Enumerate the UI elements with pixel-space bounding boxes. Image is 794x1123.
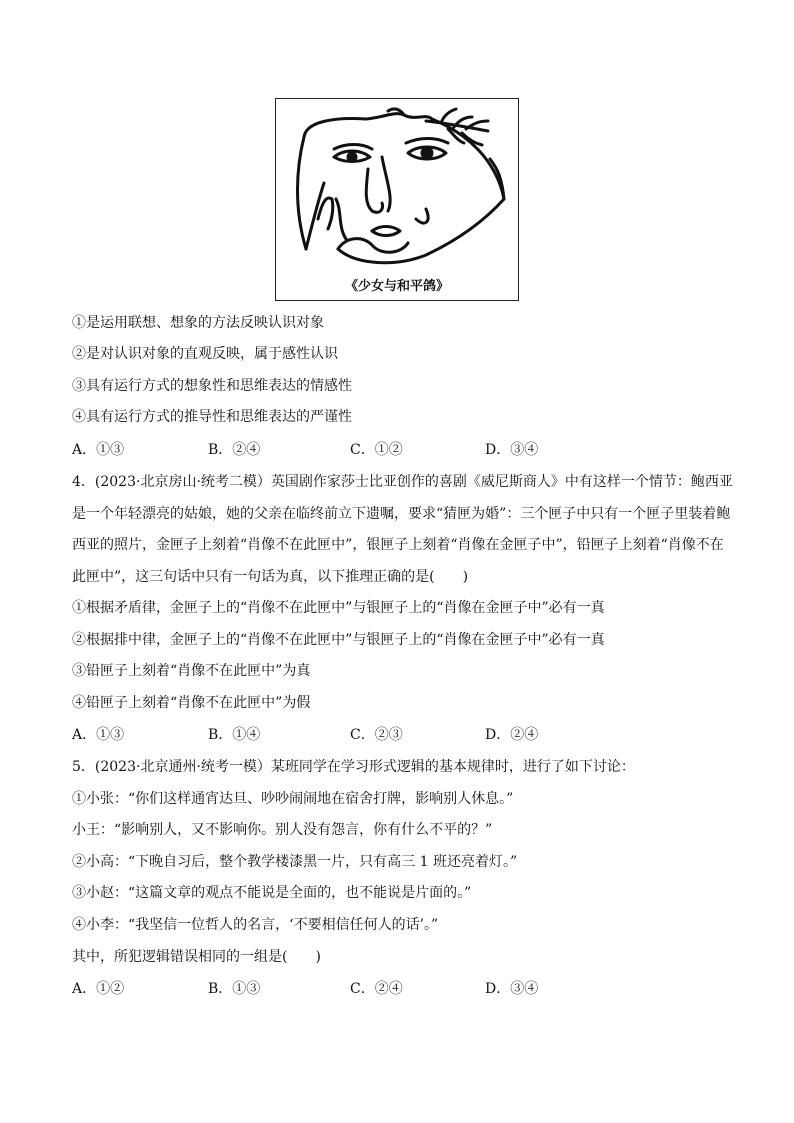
q5-option-d[interactable]: D．③④ (485, 981, 539, 997)
q4-stem-line-2: 是一个年轻漂亮的姑娘，她的父亲在临终前立下遗嘱，要求“猜匣为婚”：三个匣子中只有一个匣子里装着鲍 (72, 506, 731, 522)
line-drawing-face-dove (276, 99, 520, 279)
q4-statement-2: ②根据排中律，金匣子上的“肖像不在此匣中”与银匣子上的“肖像在金匣子中”必有一真 (72, 632, 605, 648)
q3-statement-1: ①是运用联想、想象的方法反映认识对象 (72, 315, 324, 331)
figure-girl-and-dove (275, 98, 519, 301)
q5-option-c[interactable]: C．②④ (350, 981, 403, 997)
q4-stem-line-4: 此匣中”，这三句话中只有一句话为真，以下推理正确的是( ) (72, 569, 469, 585)
q4-stem-line-3: 西亚的照片，金匣子上刻着“肖像不在此匣中”，银匣子上刻着“肖像在金匣子中”，铅匣子上刻着“肖像不在 (72, 537, 724, 553)
q4-stem-line-1: 4．(2023·北京房山·统考二模）英国剧作家莎士比亚创作的喜剧《威尼斯商人》中有这样一个情节：鲍西亚 (72, 474, 733, 490)
q5-statement-4: ③小赵：“这篇文章的观点不能说是全面的，也不能说是片面的。” (72, 885, 472, 901)
q3-statement-2: ②是对认识对象的直观反映，属于感性认识 (72, 346, 338, 362)
q3-statement-3: ③具有运行方式的想象性和思维表达的情感性 (72, 378, 352, 394)
q3-option-b[interactable]: B．②④ (208, 442, 261, 458)
q5-statement-1: ①小张：“你们这样通宵达旦、吵吵闹闹地在宿舍打牌，影响别人休息。” (72, 791, 514, 807)
q3-statement-4: ④具有运行方式的推导性和思维表达的严谨性 (72, 409, 352, 425)
q3-option-c[interactable]: C．①② (350, 442, 403, 458)
q5-statement-5: ④小李：“我坚信一位哲人的名言，‘不要相信任何人的话’。” (72, 917, 439, 933)
q4-statement-3: ③铅匣子上刻着“肖像不在此匣中”为真 (72, 663, 311, 679)
q4-option-a[interactable]: A．①③ (72, 727, 125, 743)
q3-option-a[interactable]: A．①③ (72, 442, 125, 458)
q5-statement-3: ②小高：“下晚自习后，整个教学楼漆黑一片，只有高三 1 班还亮着灯。” (72, 854, 518, 870)
q4-option-b[interactable]: B．①④ (208, 727, 261, 743)
q3-option-d[interactable]: D．③④ (485, 442, 539, 458)
q4-option-d[interactable]: D．②④ (485, 727, 539, 743)
q4-option-c[interactable]: C．②③ (350, 727, 403, 743)
figure-caption: 《少女与和平鸽》 (344, 279, 449, 294)
q4-statement-4: ④铅匣子上刻着“肖像不在此匣中”为假 (72, 695, 311, 711)
q5-statement-2: 小王：“影响别人，又不影响你。别人没有怨言，你有什么不平的？” (72, 822, 493, 838)
q5-option-a[interactable]: A．①② (72, 981, 125, 997)
q5-option-b[interactable]: B．①③ (208, 981, 261, 997)
q4-statement-1: ①根据矛盾律，金匣子上的“肖像不在此匣中”与银匣子上的“肖像在金匣子中”必有一真 (72, 600, 605, 616)
q5-stem: 5．(2023·北京通州·统考一模）某班同学在学习形式逻辑的基本规律时，进行了如下讨论： (72, 759, 635, 775)
q5-question-prompt: 其中，所犯逻辑错误相同的一组是( ) (72, 949, 321, 965)
